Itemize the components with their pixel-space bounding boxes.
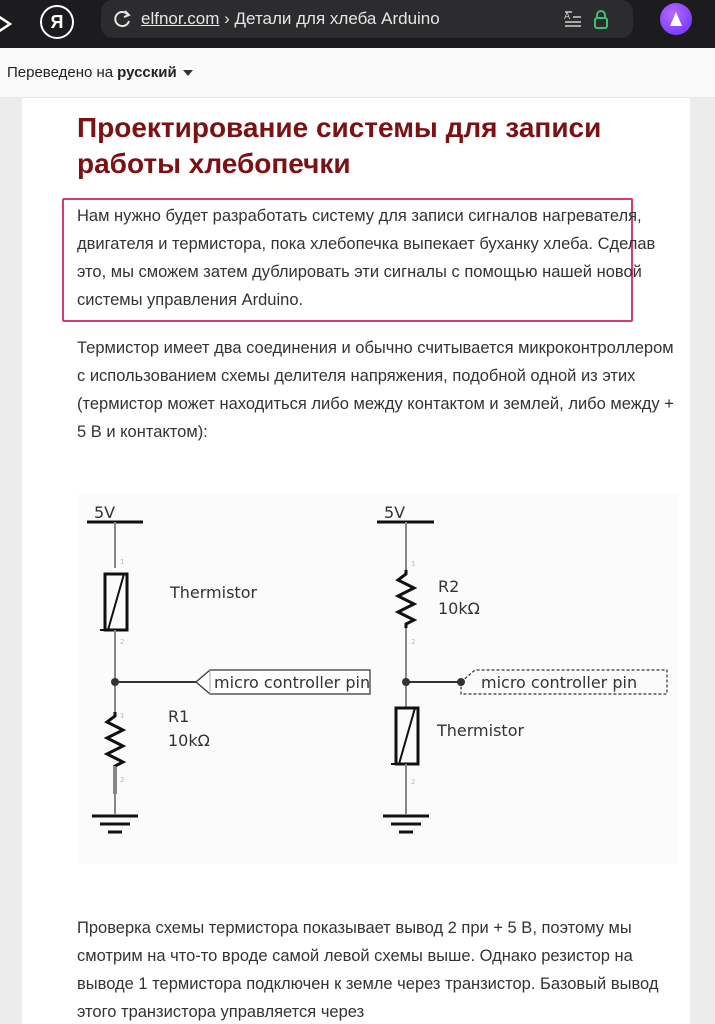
right-pin-label: micro controller pin <box>481 673 638 692</box>
left-ground-icon <box>92 816 138 832</box>
yandex-logo-button[interactable] <box>40 5 74 39</box>
right-resistor-value: 10kΩ <box>438 599 480 618</box>
url-text[interactable] <box>141 9 440 29</box>
chevron-down-icon[interactable] <box>183 70 193 76</box>
left-supply-label: 5V <box>94 503 116 522</box>
right-resistor-symbol <box>398 570 414 628</box>
url-domain: elfnor.com <box>141 9 220 28</box>
close-icon[interactable] <box>0 12 20 36</box>
left-resistor-name: R1 <box>168 707 190 726</box>
yandex-logo-letter: Я <box>50 11 64 32</box>
left-pin-label: micro controller pin <box>214 673 371 692</box>
address-bar[interactable] <box>101 0 633 38</box>
alice-icon <box>667 10 685 28</box>
translation-label: Переведено на <box>7 64 114 81</box>
alice-assistant-button[interactable] <box>660 3 692 35</box>
reload-icon[interactable] <box>113 9 133 29</box>
left-top-pin-2: 2 <box>120 638 125 646</box>
url-page-title: Детали для хлеба Arduino <box>234 9 440 28</box>
right-ground-icon <box>383 816 429 832</box>
left-thermistor-label: Thermistor <box>170 583 258 602</box>
translation-language[interactable]: русский <box>117 64 177 81</box>
right-resistor-name: R2 <box>438 577 460 596</box>
browser-toolbar <box>0 0 715 48</box>
left-bottom-pin-2: 2 <box>120 776 125 784</box>
lock-icon[interactable] <box>593 9 609 29</box>
thermistor-paragraph: Термистор имеет два соединения и обычно считывается микроконтроллером с использованием схемы делителя напряжения, подобной одной из этих (термистор может находиться либо между контактом и землей, либо между + 5 В и контактом): <box>77 339 674 441</box>
left-thermistor-symbol <box>100 574 127 630</box>
url-separator: › <box>219 9 235 28</box>
highlighted-paragraph: Нам нужно будет разработать систему для записи сигналов нагревателя, двигателя и термистора, пока хлебопечка выпекает буханку хлеба. Сделав это, мы сможем затем дублировать эти сигналы с помощью нашей новой системы управления Arduino. <box>77 207 656 309</box>
article-content <box>22 98 690 1024</box>
circuit-check-paragraph: Проверка схемы термистора показывает вывод 2 при + 5 В, поэтому мы смотрим на что-то вроде самой левой схемы выше. Однако резистор на выводе 1 термистора подключен к земле через транзистор. Базовый вывод этого транзистора управляется через <box>77 919 659 1021</box>
right-thermistor-label: Thermistor <box>437 721 525 740</box>
article-title: Проектирование системы для записи работы хлебопечки <box>77 112 602 179</box>
right-top-pin-2: 2 <box>411 638 416 646</box>
svg-text:A: A <box>564 12 571 22</box>
right-bottom-pin-1: 1 <box>411 710 416 718</box>
left-top-pin-1: 1 <box>120 558 125 566</box>
translation-bar[interactable] <box>0 48 715 98</box>
reader-mode-icon[interactable] <box>563 9 583 29</box>
left-resistor-value: 10kΩ <box>168 731 210 750</box>
right-supply-label: 5V <box>384 503 406 522</box>
voltage-divider-schematic <box>78 494 678 864</box>
right-top-pin-1: 1 <box>411 560 416 568</box>
right-bottom-pin-2: 2 <box>411 778 416 786</box>
left-bottom-pin-1: 1 <box>120 712 125 720</box>
